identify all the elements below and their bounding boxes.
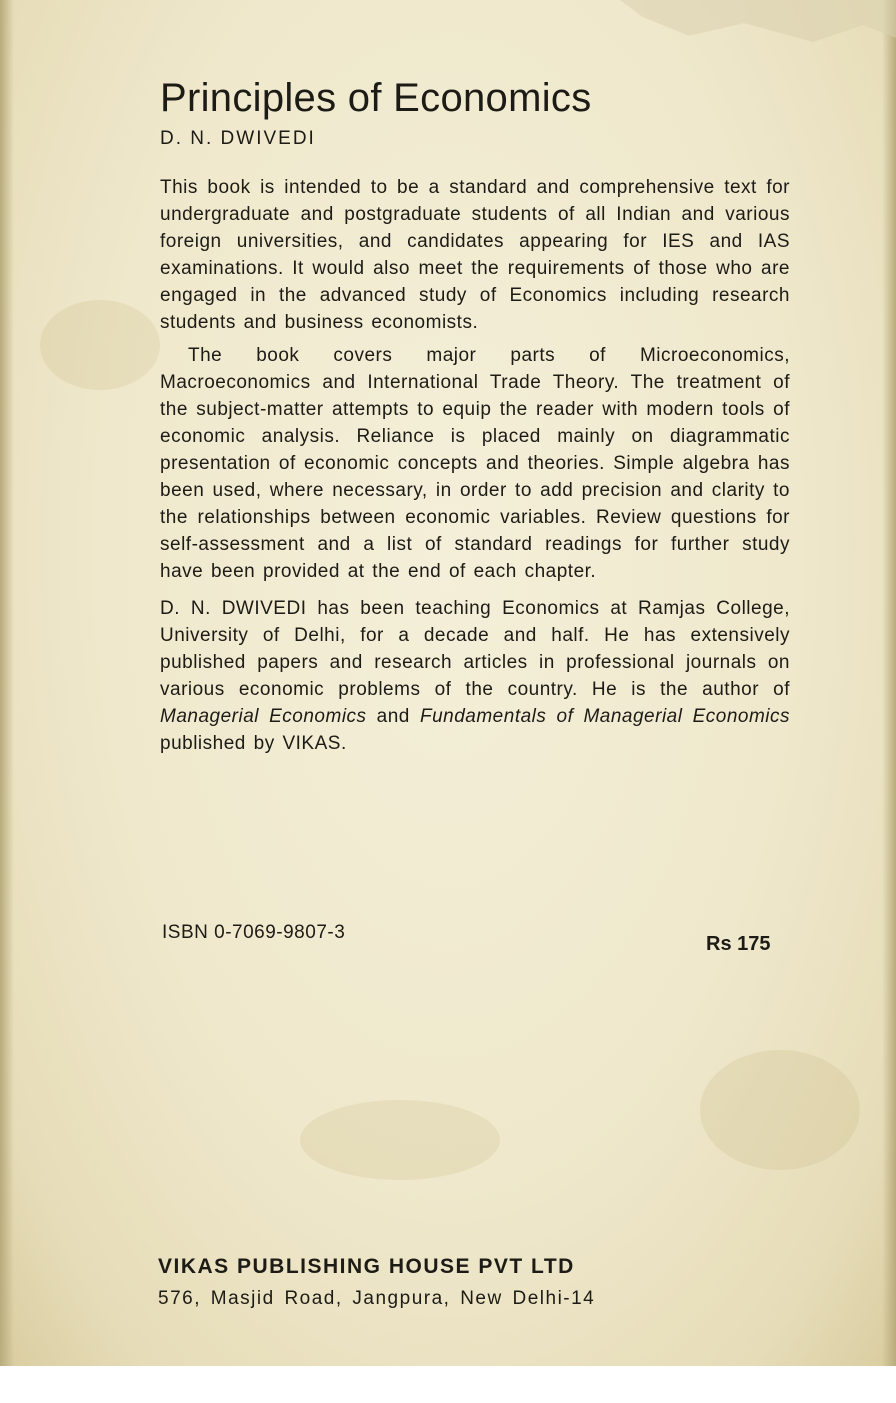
page-bottom-margin xyxy=(0,1366,896,1403)
author-book-title-2: Fundamentals of Managerial Economics xyxy=(419,706,790,727)
paper-stain xyxy=(40,300,160,390)
publisher-name: VIKAS PUBLISHING HOUSE PVT LTD xyxy=(158,1255,575,1278)
blurb-paragraph-2: The book covers major parts of Microeconomics, Macroeconomics and International Trade Theory. The treatment of the subject-matter attempts to equip the reader with modern tools of economic analysis. Reliance is placed mainly on diagrammatic presentation of economic concepts and theories. Simple algebra has been used, where necessary, in order to add precision and clarity to the relationships between economic variables. Review questions for self-assessment and a list of standard readings for further study have been provided at the end of each chapter. xyxy=(160,345,790,582)
author-bio-conjunction: and xyxy=(366,706,420,727)
author-book-title-1: Managerial Economics xyxy=(160,706,367,727)
cover-right-edge xyxy=(882,0,896,1366)
paper-stain xyxy=(300,1100,500,1180)
author-bio-text: D. N. DWIVEDI has been teaching Economics at Ramjas College, University of Delhi, for a decade and half. He has extensively published papers and research articles in professional journals on various economic problems of the country. He is the author of xyxy=(160,598,790,700)
cover-text-block xyxy=(160,74,790,757)
cover-left-edge xyxy=(0,0,14,1366)
book-author: D. N. DWIVEDI xyxy=(160,128,316,149)
paper-stain xyxy=(700,1050,860,1170)
author-bio-ending: published by VIKAS. xyxy=(160,733,347,754)
author-bio xyxy=(160,595,790,757)
publisher-address: 576, Masjid Road, Jangpura, New Delhi-14 xyxy=(158,1288,596,1309)
isbn-number: ISBN 0-7069-9807-3 xyxy=(162,922,346,943)
book-title: Principles of Economics xyxy=(160,76,592,120)
blurb-paragraph-1: This book is intended to be a standard and comprehensive text for undergraduate and postgraduate students of all Indian and various foreign universities, and candidates appearing for IES and IAS examinations. It would also meet the requirements of those who are engaged in the advanced study of Economics including research students and business economists. xyxy=(160,177,790,333)
cover-torn-corner xyxy=(620,0,896,42)
book-price: Rs 175 xyxy=(706,933,771,955)
